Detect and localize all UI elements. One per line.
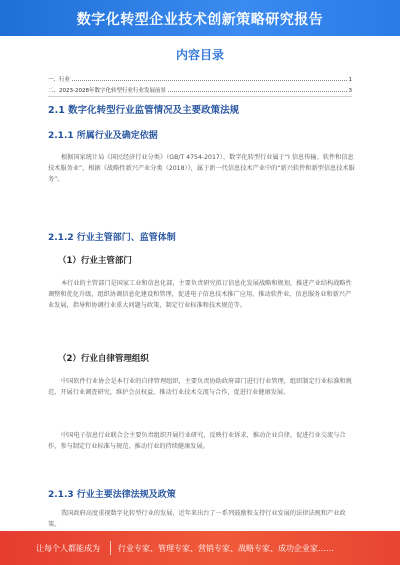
toc-entry[interactable] — [48, 83, 352, 94]
toc-entry-label: 二、2023-2028年数字化转型行业行业发展前景 — [48, 88, 166, 94]
toc-entry-page: 3 — [348, 88, 352, 94]
toc-leader-dots — [168, 91, 347, 92]
paragraph-self-regulation-2: 中国电子信息行业联合会主要负责组织开展行业研究，反映行业诉求，推动企业自律，促进行业交流与合作，参与制定行业标准与规范，推动行业的持续健康发展。 — [48, 432, 346, 450]
table-of-contents — [48, 72, 352, 94]
subheading-authority: （1）行业主管部门 — [58, 256, 132, 266]
paragraph-authority: 本行业的主管部门是国家工业和信息化部，主要负责研究拟订信息化发展战略和规划，推进产业结构战略性调整和优化升级，组织协调信息化建设和管理，促进电子信息技术推广应用，推动软件业、信息服务业和新兴产业发展，指导和协调行业重大问题与政策，制定行业标准和技术规范等。 — [48, 280, 352, 309]
toc-heading: 内容目录 — [175, 48, 224, 62]
paragraph-industry-classification: 根据国家统计局《国民经济行业分类》（GB/T 4754-2017），数字化转型行业属于“I 信息传输、软件和信息技术服务业”，根据《战略性新兴产业分类（2018）》，属于新一代信息技术产业中的“新兴软件和新型信息技术服务”。 — [48, 154, 355, 183]
section-heading-2-1: 2.1 数字化转型行业监管情况及主要政策法规 — [48, 105, 240, 116]
section-heading-2-1-3: 2.1.3 行业主要法律法规及政策 — [48, 490, 176, 500]
toc-divider — [48, 96, 352, 97]
paragraph-self-regulation-1: 中国软件行业协会是本行业的自律管理组织，主要负责协助政府部门进行行业管理，组织制定行业标准和规范，开展行业调查研究，维护会员权益，推动行业技术交流与合作，促进行业健康发展。 — [48, 378, 352, 396]
toc-entry-page: 1 — [348, 77, 352, 83]
report-title: 数字化转型企业技术创新策略研究报告 — [76, 12, 324, 28]
section-heading-2-1-1: 2.1.1 所属行业及确定依据 — [48, 131, 158, 141]
report-header-bar — [0, 0, 400, 36]
footer-slogan-right: 行业专家、管理专家、营销专家、战略专家、成功企业家…… — [118, 544, 334, 553]
paragraph-laws-policies: 我国政府高度重视数字化转型行业的发展，近年来出台了一系列鼓励和支持行业发展的法律法规和产业政策。 — [48, 510, 346, 528]
toc-leader-dots — [72, 80, 346, 81]
footer-separator — [110, 541, 111, 555]
section-heading-2-1-2: 2.1.2 行业主管部门、监管体制 — [48, 233, 176, 243]
toc-entry[interactable] — [48, 72, 352, 83]
subheading-self-regulation: （2）行业自律管理组织 — [58, 354, 149, 364]
toc-entry-label: 一、行业 — [48, 77, 71, 83]
footer-banner — [0, 531, 400, 565]
footer-slogan-left: 让每个人都能成为 — [36, 544, 100, 553]
